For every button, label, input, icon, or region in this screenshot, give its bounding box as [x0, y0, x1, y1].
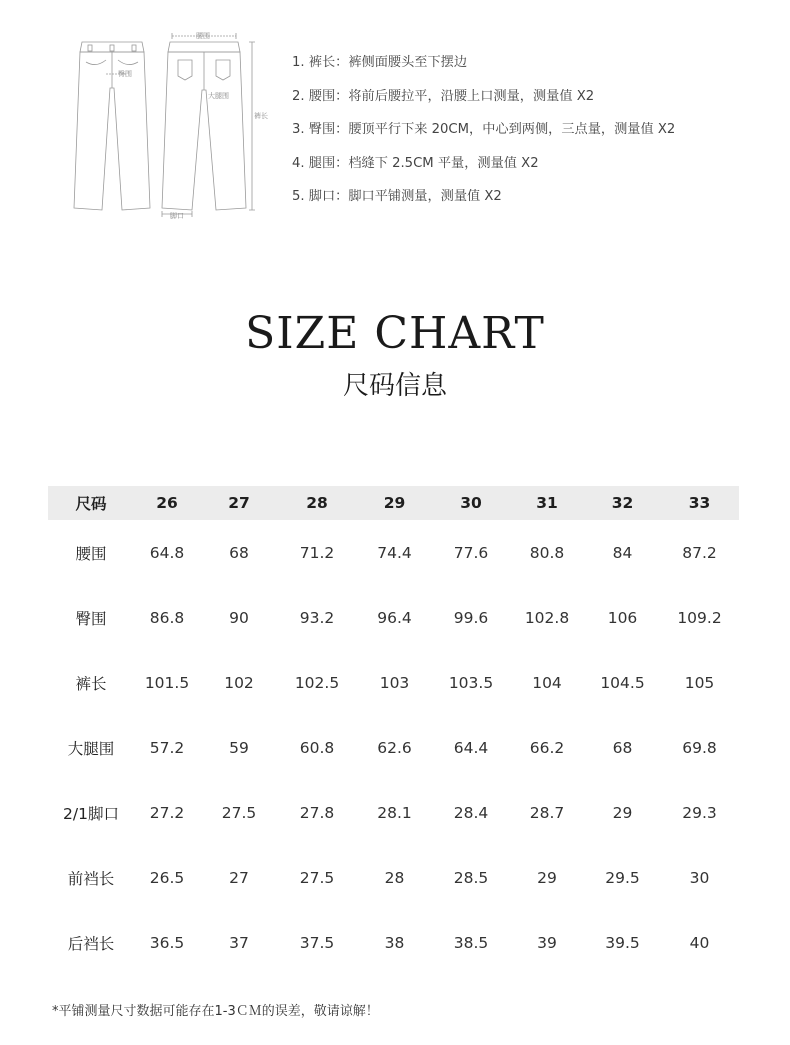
- size-value-cell: 29: [537, 868, 557, 887]
- size-value-cell: 28.5: [453, 868, 489, 887]
- header-cell: 27: [200, 486, 278, 520]
- size-value-cell: 71.2: [299, 543, 335, 562]
- size-value-cell: 102: [224, 673, 254, 692]
- size-value-cell: 62.6: [377, 738, 412, 757]
- measurement-instructions: [292, 52, 675, 220]
- size-value-cell: 68: [612, 738, 633, 757]
- jeans-illustration: [66, 28, 270, 222]
- size-value-cell: 37: [229, 933, 249, 952]
- size-value-cell: 27.5: [299, 868, 335, 887]
- size-value-cell: 80.8: [529, 543, 565, 562]
- instruction-item: 1. 裤长：裤侧面腰头至下摆边: [292, 55, 468, 70]
- instruction-item: 4. 腿围：档缝下 2.5CM 平量，测量值 X2: [292, 155, 539, 171]
- size-value-cell: 66.2: [529, 738, 565, 757]
- size-value-cell: 104: [532, 673, 562, 692]
- size-value-cell: 38.5: [453, 933, 489, 952]
- size-value-cell: 36.5: [149, 933, 185, 952]
- table-row: [48, 845, 739, 910]
- row-label-cell: 大腿围: [67, 739, 115, 758]
- header-cell: 尺码: [48, 486, 134, 520]
- size-value-cell: 103: [379, 673, 410, 692]
- size-value-cell: 103.5: [448, 673, 494, 692]
- size-value-cell: 38: [384, 933, 405, 952]
- size-value-cell: 68: [229, 543, 249, 562]
- size-value-cell: 39: [537, 933, 557, 952]
- size-chart-title: SIZE CHART: [245, 308, 545, 359]
- header-cell: 26: [134, 486, 200, 520]
- row-label-cell: 后裆长: [67, 934, 115, 953]
- size-value-cell: 77.6: [453, 543, 489, 562]
- header-cell: 28: [278, 486, 356, 520]
- header-cell: 32: [585, 486, 660, 520]
- size-value-cell: 84: [612, 543, 633, 562]
- row-label-cell: 2/1脚口: [63, 804, 119, 823]
- size-value-cell: 29.3: [682, 803, 717, 822]
- diagram-label-thigh: 大腿围: [208, 92, 229, 100]
- size-value-cell: 69.8: [682, 738, 717, 757]
- size-value-cell: 27: [229, 868, 249, 887]
- row-label-cell: 前裆长: [67, 869, 115, 888]
- size-value-cell: 64.8: [149, 543, 185, 562]
- row-label-cell: 臀围: [75, 609, 107, 628]
- size-value-cell: 28: [384, 868, 405, 887]
- diagram-label-hem: 脚口: [170, 212, 184, 220]
- diagram-label-inseam-length: 裤长: [254, 112, 268, 120]
- jeans-measurement-diagram: [66, 28, 270, 222]
- size-value-cell: 86.8: [149, 608, 185, 627]
- table-header-row: [48, 486, 739, 520]
- size-value-cell: 90: [229, 608, 249, 627]
- size-value-cell: 102.5: [294, 673, 340, 692]
- instruction-item: 2. 腰围：将前后腰拉平，沿腰上口测量，测量值 X2: [292, 88, 595, 104]
- size-value-cell: 93.2: [299, 608, 335, 627]
- size-value-cell: 29.5: [605, 868, 640, 887]
- size-value-cell: 57.2: [149, 738, 185, 757]
- size-value-cell: 102.8: [524, 608, 570, 627]
- size-value-cell: 28.7: [529, 803, 565, 822]
- size-value-cell: 101.5: [144, 673, 190, 692]
- size-value-cell: 74.4: [377, 543, 412, 562]
- size-value-cell: 29: [612, 803, 633, 822]
- size-value-cell: 39.5: [605, 933, 640, 952]
- diagram-label-hip: 臀围: [118, 70, 132, 78]
- size-value-cell: 60.8: [299, 738, 335, 757]
- size-value-cell: 26.5: [149, 868, 185, 887]
- table-row: [48, 585, 739, 650]
- row-label-cell: 腰围: [75, 544, 107, 563]
- instruction-item: 5. 脚口：脚口平铺测量，测量值 X2: [292, 189, 502, 204]
- size-table: [48, 486, 739, 975]
- table-row: [48, 715, 739, 780]
- measurement-disclaimer: *平铺测量尺寸数据可能存在1-3ＣＭ的误差，敬请谅解！: [52, 1004, 379, 1019]
- table-row: [48, 780, 739, 845]
- diagram-label-waist: 腰围: [196, 32, 210, 40]
- size-value-cell: 99.6: [453, 608, 489, 627]
- header-cell: 31: [509, 486, 585, 520]
- size-value-cell: 104.5: [600, 673, 645, 692]
- size-value-cell: 105: [684, 673, 715, 692]
- size-value-cell: 28.4: [453, 803, 489, 822]
- size-value-cell: 30: [689, 868, 710, 887]
- size-value-cell: 28.1: [377, 803, 412, 822]
- table-row: [48, 910, 739, 975]
- row-label-cell: 裤长: [75, 674, 107, 693]
- size-value-cell: 64.4: [453, 738, 489, 757]
- header-cell: 30: [433, 486, 509, 520]
- size-value-cell: 106: [607, 608, 638, 627]
- table-row: [48, 520, 739, 585]
- table-row: [48, 650, 739, 715]
- size-value-cell: 87.2: [682, 543, 717, 562]
- header-cell: 33: [660, 486, 739, 520]
- header-cell: 29: [356, 486, 433, 520]
- size-value-cell: 109.2: [677, 608, 722, 627]
- size-value-cell: 96.4: [377, 608, 412, 627]
- size-value-cell: 27.8: [299, 803, 335, 822]
- size-value-cell: 27.2: [149, 803, 185, 822]
- size-value-cell: 27.5: [221, 803, 257, 822]
- size-value-cell: 37.5: [299, 933, 335, 952]
- instruction-item: 3. 臀围：腰顶平行下来 20CM，中心到两侧，三点量，测量值 X2: [292, 122, 676, 137]
- size-value-cell: 40: [689, 933, 710, 952]
- size-chart-subtitle: 尺码信息: [342, 371, 447, 401]
- size-value-cell: 59: [229, 738, 249, 757]
